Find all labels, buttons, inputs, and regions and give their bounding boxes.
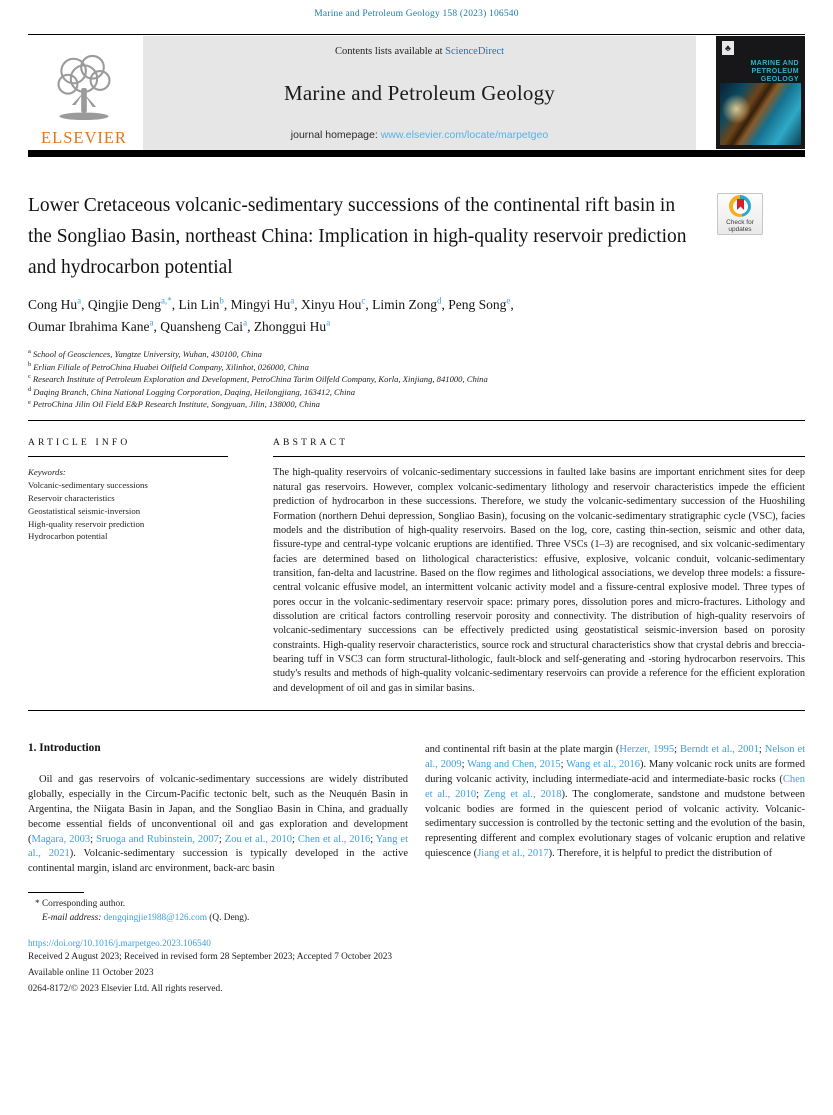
- text-run: ;: [476, 788, 484, 800]
- text-run: ;: [370, 833, 376, 845]
- crossmark-bookmark-icon: [737, 199, 744, 210]
- keyword-item: Reservoir characteristics: [28, 493, 115, 504]
- citation-link[interactable]: Herzer, 1995: [619, 744, 675, 756]
- affiliation-list: [28, 348, 805, 411]
- citation-link[interactable]: Nelson et al., 2009: [425, 744, 806, 771]
- masthead-bottom-bar: [28, 150, 805, 157]
- keywords-label: Keywords:: [28, 467, 66, 478]
- text-run: ,: [510, 297, 514, 312]
- keyword-item: Geostatistical seismic-inversion: [28, 505, 141, 516]
- text-run: ;: [560, 759, 567, 771]
- affiliation-item: $^a$ School of Geosciences, Yangtze University, Wuhan, 430100, China: [28, 348, 262, 359]
- abstract-text: The high-quality reservoirs of volcanic-sedimentary successions in faulted lake basins are important enrichment sites for deep natural gas reservoirs. However, complex volcanic-sedimentary lithology and reservoir characteristics impede the efficient prediction of hydrocarbon in these successions. Therefore, we study the volcanic-sedimentary succession of the Huoshiling Formation (northern Dehui depression, Songliao Basin), focusing on the volcanic-sedimentary stratigraphic cycle (VSC), facies models and the distribution of high-quality reservoirs. Based on the log, core, casting thin-section, seismic and other data, fissure-type and central-type volcanic eruptions are identified. Three VSCs (1–3) are recognised, and six volcanic-sedimentary facies are determined based on lithological characteristics: effusive, explosive, volcanic conduit, volcanic-sedimentary transition, fan-delta and lacustrine. Based on the flow regimes and lithological associations, we develop three models: a fissure-central volcanic effusive model, an intermittent volcanic activity model and a fissure-central explosive model. Three types of pores occur in the volcanic-sedimentary reservoir space: primary pores, dissolution pores and micro-fractures. Lithology and dissolution are critical factors controlling reservoir porosity and connectivity. The distribution of high-quality reservoirs of volcanic-sedimentary successions can be effectively predicted using geostatistical seismic-inversion based on porosity constraints. High-quality reservoir characteristics, source rock and structural characteristics show that crystal debris and breccia-bearing tuff in VSC3 can form structural-lithologic, fault-block and self-generating and -storing hydrocarbon reservoirs. This study's results and methods of high-quality volcanic-sedimentary reservoirs can provide a reference for the efficient exploration and development of oil and gas in similar basins.: [273, 467, 805, 694]
- homepage-prefix: journal homepage:: [290, 129, 381, 141]
- sciencedirect-link[interactable]: ScienceDirect: [445, 46, 505, 57]
- text-run: Oumar Ibrahima Kane: [28, 319, 150, 334]
- citation-link[interactable]: a: [243, 317, 248, 328]
- text-run: , Peng Song: [441, 297, 507, 312]
- contents-line: [335, 46, 504, 57]
- abstract-heading: ABSTRACT: [273, 438, 349, 449]
- text-run: Cong Hu: [28, 297, 78, 312]
- text-run: , Limin Zong: [365, 297, 438, 312]
- journal-banner: [143, 36, 696, 150]
- introduction-section: [28, 742, 805, 877]
- corresponding-author-note: * Corresponding author.: [35, 899, 126, 910]
- citation-link[interactable]: a: [326, 317, 331, 328]
- text-run: Oil and gas reservoirs of volcanic-sedimentary successions are widely distributed globally, especially in the Circum-Pacific tectonic belt, such as the Neuquén Basin in Argentina, the Niigata Basin in Japan, and the Songliao Basin in China, and gradually become essential fields of unconventional oil and gas exploration and development (: [28, 774, 408, 845]
- citation-link[interactable]: Jiang et al., 2017: [477, 848, 549, 860]
- footnote-rule: [28, 892, 84, 893]
- text-run: , Qingjie Deng: [81, 297, 162, 312]
- intro-left-column: [28, 742, 408, 877]
- citation-link[interactable]: e: [506, 295, 511, 306]
- text-run: ). Therefore, it is helpful to predict the distribution of: [548, 848, 773, 860]
- citation-link[interactable]: Zeng et al., 2018: [483, 788, 562, 800]
- keyword-item: Volcanic-sedimentary successions: [28, 480, 148, 491]
- citation-link[interactable]: Chen et al., 2010: [425, 774, 805, 800]
- citation-link[interactable]: Wang et al., 2016: [566, 759, 641, 771]
- elsevier-tree-icon: [51, 49, 117, 127]
- citation-link[interactable]: Magara, 2003: [31, 833, 91, 845]
- keyword-item: High-quality reservoir prediction: [28, 518, 145, 529]
- author-list: [28, 294, 728, 338]
- text-run: , Mingyi Hu: [223, 297, 291, 312]
- text-run: (Q. Deng).: [206, 913, 250, 924]
- keywords-block: [28, 466, 228, 543]
- keyword-item: Hydrocarbon potential: [28, 531, 108, 542]
- running-head-citation[interactable]: Marine and Petroleum Geology 158 (2023) 106540: [314, 9, 519, 19]
- elsevier-wordmark: ELSEVIER: [41, 128, 127, 147]
- text-run: ;: [291, 833, 298, 845]
- article-info-abstract-section: [28, 421, 805, 710]
- journal-masthead: [28, 36, 805, 150]
- citation-link[interactable]: a: [290, 295, 295, 306]
- intro-right-column: [425, 742, 805, 877]
- text-run: and continental rift basin at the plate margin (: [425, 744, 620, 756]
- article-info-column: [28, 438, 228, 696]
- homepage-line: [291, 129, 548, 141]
- text-run: ;: [90, 833, 97, 845]
- text-run: ;: [461, 759, 468, 771]
- citation-link[interactable]: Zou et al., 2010: [224, 833, 292, 845]
- footnote-block: [28, 892, 805, 925]
- text-run: , Zhonggui Hu: [247, 319, 327, 334]
- citation-link[interactable]: a: [149, 317, 154, 328]
- citation-link[interactable]: d: [437, 295, 442, 306]
- journal-title: Marine and Petroleum Geology: [284, 80, 555, 105]
- affiliation-item: $^d$ Daqing Branch, China National Logging Corporation, Daqing, Heilongjiang, 163412, China: [28, 385, 356, 397]
- citation-link[interactable]: a: [77, 295, 82, 306]
- abstract-column: [273, 438, 805, 696]
- article-info-rule: [28, 456, 228, 457]
- elsevier-logo[interactable]: [28, 36, 140, 150]
- doi-link[interactable]: https://doi.org/10.1016/j.marpetgeo.2023.106540: [28, 939, 211, 950]
- crossmark-ring-icon: [729, 195, 751, 217]
- text-run: ). Many volcanic rock units are formed during volcanic activity, including intermediate-acid and intermediate-basic rocks (: [425, 759, 806, 786]
- text-run: , Xinyu Hou: [294, 297, 362, 312]
- header-rule: [28, 34, 805, 35]
- text-run: , Lin Lin: [171, 297, 220, 312]
- text-run: E-mail address:: [42, 913, 104, 924]
- citation-link[interactable]: Berndt et al., 2001: [679, 744, 759, 756]
- affiliation-item: $^c$ Research Institute of Petroleum Exploration and Development, PetroChina Tarim Oilfeld Company, Korla, Xinjiang, 841000, China: [28, 373, 488, 385]
- article-footer: [28, 939, 805, 996]
- section-divider: [28, 710, 805, 712]
- cover-elsevier-mark-icon: ♣: [722, 41, 734, 55]
- intro-paragraph-right: [425, 743, 805, 861]
- text-run: ;: [758, 744, 765, 756]
- contents-prefix: Contents lists available at: [334, 46, 446, 57]
- journal-cover-thumbnail[interactable]: [716, 36, 805, 149]
- intro-paragraph-left: [28, 773, 408, 877]
- issn-copyright: 0264-8172/© 2023 Elsevier Ltd. All rights reserved.: [28, 983, 223, 994]
- journal-homepage-link[interactable]: www.elsevier.com/locate/marpetgeo: [380, 129, 549, 141]
- affiliation-item: $^e$ PetroChina Jilin Oil Field E&P Research Institute, Songyuan, Jilin, 138000, China: [28, 398, 320, 410]
- citation-link[interactable]: Wang and Chen, 2015: [467, 759, 561, 771]
- text-run: ). The conglomerate, sandstone and mudstone between volcanic bodies are formed in the quiescent period of volcanic activity. Volcanic-sedimentary succession is controlled by the tectonic setting and the evolution of the basin, representing different and complex evolutionary stages of volcanic eruption and relative quiescence (: [425, 788, 806, 860]
- article-info-heading: ARTICLE INFO: [28, 438, 131, 449]
- email-note: [28, 911, 805, 925]
- citation-link[interactable]: b: [219, 295, 224, 306]
- citation-link[interactable]: Yang et al., 2021: [28, 833, 408, 860]
- text-run: ;: [674, 744, 680, 756]
- abstract-rule: [273, 456, 805, 457]
- check-for-updates-badge[interactable]: [717, 193, 763, 235]
- citation-link[interactable]: c: [361, 295, 366, 306]
- article-title: Lower Cretaceous volcanic-sedimentary successions of the continental rift basin in the Songliao Basin, northeast China: Implication in high-quality reservoir prediction and hydrocarbon potential: [28, 195, 687, 278]
- text-run: ). Volcanic-sedimentary succession is typically developed in the active continental margin, island arc environment, back-arc basin: [28, 848, 408, 875]
- citation-link[interactable]: dengqingjie1988@126.com: [103, 913, 207, 924]
- introduction-heading: 1. Introduction: [28, 742, 101, 755]
- available-online: Available online 11 October 2023: [28, 967, 154, 978]
- check-updates-label: Check for updates: [726, 219, 754, 233]
- citation-link[interactable]: Sruoga and Rubinstein, 2007: [96, 833, 219, 845]
- text-run: ;: [218, 833, 225, 845]
- citation-link[interactable]: Chen et al., 2016: [297, 833, 371, 845]
- citation-link[interactable]: a,*: [161, 295, 172, 306]
- received-dates: Received 2 August 2023; Received in revised form 28 September 2023; Accepted 7 October 2023: [28, 952, 393, 963]
- affiliation-item: $^b$ Erlian Filiale of PetroChina Huabei Oilfield Company, Xilinhot, 026000, China: [28, 360, 309, 372]
- text-run: , Quansheng Cai: [153, 319, 244, 334]
- cover-artwork: [720, 83, 801, 145]
- cover-journal-title: MARINE AND PETROLEUM GEOLOGY: [750, 60, 799, 83]
